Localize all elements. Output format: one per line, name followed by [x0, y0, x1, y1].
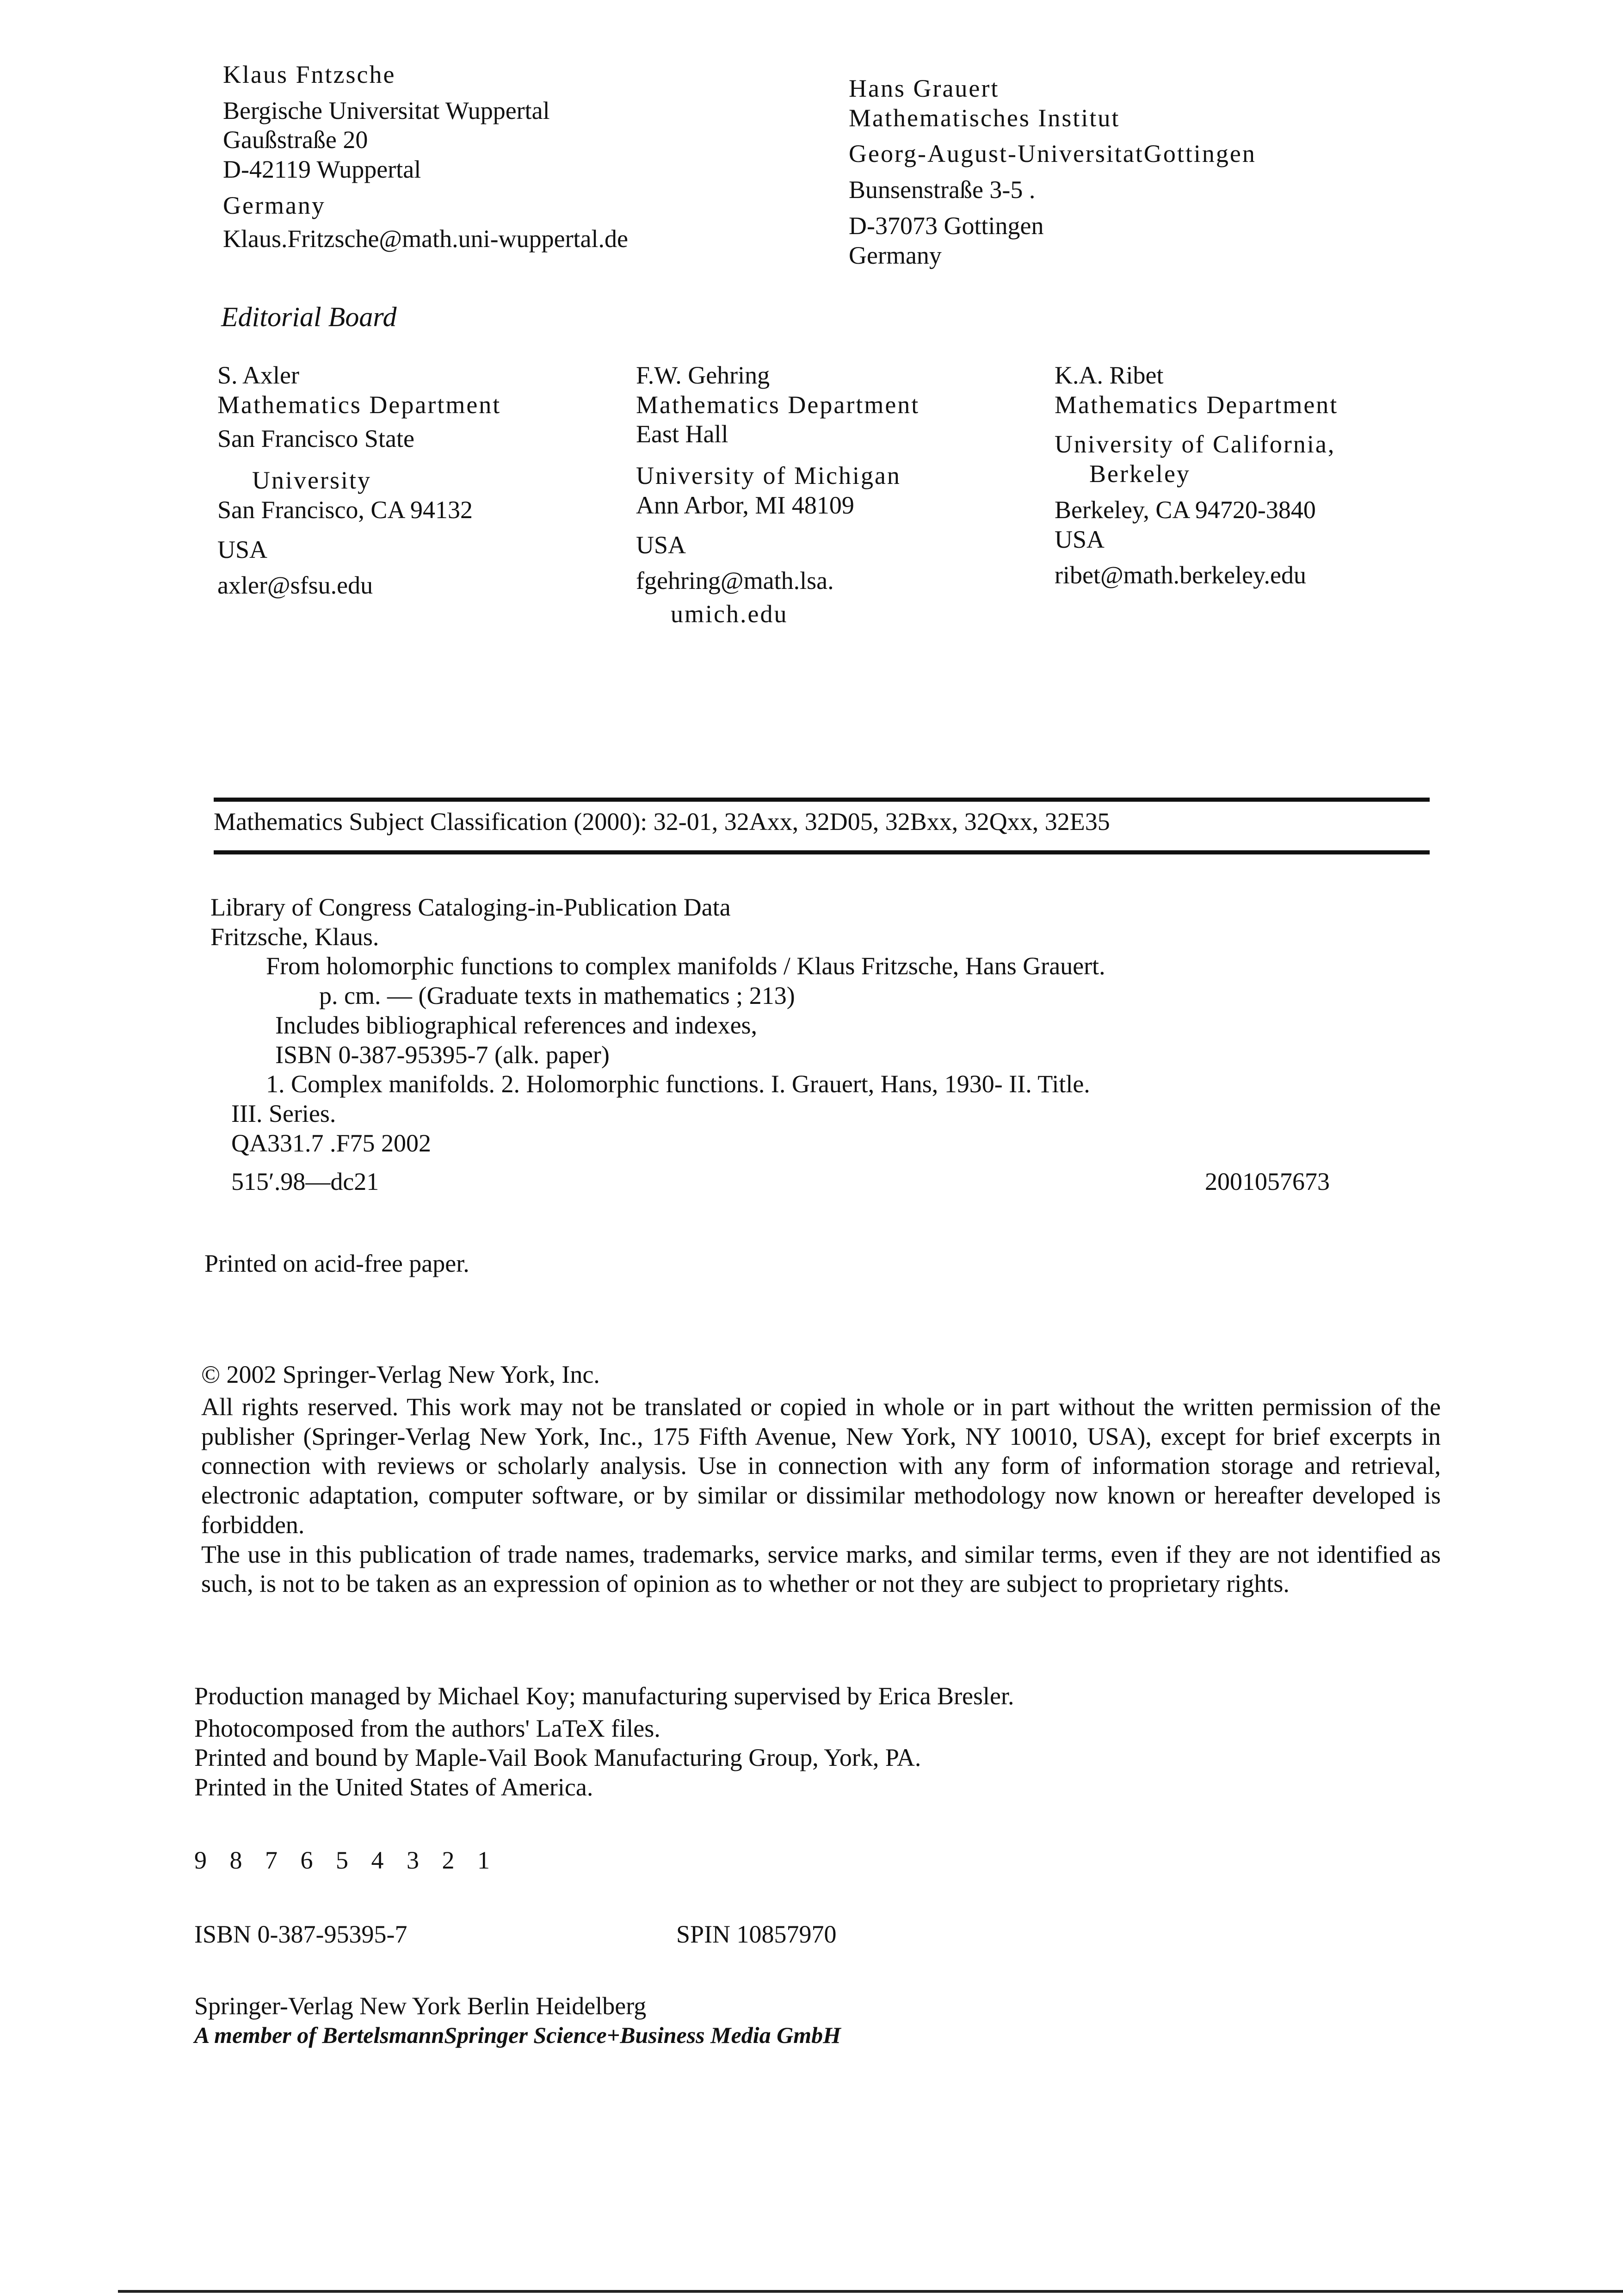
editorial-board-heading: Editorial Board — [221, 302, 397, 332]
author-country: Germany — [849, 241, 942, 269]
editor-gehring — [636, 361, 919, 629]
cip-call-number: QA331.7 .F75 2002 — [231, 1129, 432, 1157]
editor-country: USA — [636, 531, 686, 559]
author-email: Klaus.Fritzsche@math.uni-wuppertal.de — [223, 224, 628, 253]
rights-paragraph: All rights reserved. This work may not be translated or copied in whole or in part without the written permission of the publisher (Springer-Verlag New York, Inc., 175 Fifth Avenue, New York, NY 10010, USA), except for brief excerpts in connection with reviews or scholarly analysis. Use in connection with any form of information storage and retrieval, electronic adaptation, computer software, or by similar or dissimilar methodology now known or hereafter developed is forbidden. — [201, 1393, 1441, 1539]
acid-free-note: Printed on acid-free paper. — [204, 1250, 469, 1277]
cip-isbn: ISBN 0-387-95395-7 (alk. paper) — [275, 1040, 610, 1069]
printer: Printed and bound by Maple-Vail Book Manufacturing Group, York, PA. — [194, 1744, 921, 1772]
cip-classification-row — [210, 1167, 1330, 1197]
editor-institution-cont: University — [252, 466, 371, 495]
editor-department: Mathematics Department — [1055, 390, 1339, 419]
editor-name: S. Axler — [217, 361, 300, 389]
editor-city: Ann Arbor, MI 48109 — [636, 491, 854, 519]
cip-series: III. Series. — [231, 1100, 336, 1128]
cip-author: Fritzsche, Klaus. — [210, 922, 379, 951]
copyright-line: © 2002 Springer-Verlag New York, Inc. — [201, 1361, 600, 1388]
author-city: D-42119 Wuppertal — [223, 155, 421, 184]
printing-number: 9 8 7 6 5 4 3 2 1 — [194, 1846, 498, 1874]
editor-email-cont: umich.edu — [671, 600, 788, 628]
editor-institution: University of Michigan — [636, 462, 901, 490]
author-university: Georg-August-UniversitatGottingen — [849, 140, 1256, 168]
author-name: Klaus Fntzsche — [223, 61, 396, 88]
printed-in: Printed in the United States of America. — [194, 1773, 593, 1801]
trademark-paragraph: The use in this publication of trade names, trademarks, service marks, and similar terms, even if they are not identified as such, is not to be taken as an expression of opinion as to whether or not they are subject to proprietary rights. — [201, 1540, 1441, 1598]
cip-lccn: 2001057673 — [1205, 1168, 1330, 1196]
author-street: Gaußstraße 20 — [223, 126, 368, 154]
cip-heading: Library of Congress Cataloging-in-Publication Data — [210, 893, 731, 921]
publisher-member: A member of BertelsmannSpringer Science+Business Media GmbH — [194, 2022, 841, 2048]
author-address-fritzsche — [223, 60, 628, 254]
editor-name: K.A. Ribet — [1055, 361, 1164, 389]
cip-subjects: 1. Complex manifolds. 2. Holomorphic functions. I. Grauert, Hans, 1930- II. Title. — [266, 1070, 1090, 1098]
editor-email: fgehring@math.lsa. — [636, 567, 834, 595]
copyright-text — [201, 1392, 1441, 1599]
production-notes — [194, 1682, 1014, 1802]
cip-dewey: 515′.98—dc21 — [231, 1168, 379, 1196]
isbn: ISBN 0-387-95395-7 — [194, 1920, 407, 1948]
publisher-cities: Springer-Verlag New York Berlin Heidelberg — [194, 1992, 647, 2020]
editor-country: USA — [1055, 525, 1105, 553]
author-affiliation: Bergische Universitat Wuppertal — [223, 96, 550, 124]
production-manager: Production managed by Michael Koy; manufacturing supervised by Erica Bresler. — [194, 1682, 1014, 1710]
author-affiliation: Mathematisches Institut — [849, 104, 1120, 132]
author-address-grauert — [849, 74, 1256, 270]
subject-classification: Mathematics Subject Classification (2000): 32-01, 32Axx, 32D05, 32Bxx, 32Qxx, 32E35 — [214, 808, 1110, 835]
editor-city: Berkeley, CA 94720-3840 — [1055, 495, 1316, 524]
editor-axler — [217, 361, 501, 600]
bottom-rule — [214, 850, 1430, 854]
editor-building: East Hall — [636, 420, 728, 448]
cip-collation: p. cm. — (Graduate texts in mathematics ; 213) — [319, 982, 795, 1010]
editor-email: axler@sfsu.edu — [217, 571, 373, 600]
editor-ribet — [1055, 361, 1338, 590]
editor-institution: San Francisco State — [217, 425, 414, 453]
spin: SPIN 10857970 — [676, 1920, 837, 1948]
page-bottom-rule — [118, 2290, 1623, 2293]
editor-institution-cont: Berkeley — [1089, 460, 1191, 488]
cip-data — [210, 893, 1330, 1197]
editor-institution: University of California, — [1055, 430, 1336, 458]
photocomposition: Photocomposed from the authors' LaTeX files. — [194, 1714, 660, 1742]
cip-notes: Includes bibliographical references and indexes, — [275, 1011, 758, 1039]
editor-city: San Francisco, CA 94132 — [217, 495, 473, 524]
author-name: Hans Grauert — [849, 74, 1000, 102]
editor-department: Mathematics Department — [636, 390, 920, 419]
editor-country: USA — [217, 535, 268, 563]
author-country: Germany — [223, 191, 326, 219]
cip-title: From holomorphic functions to complex manifolds / Klaus Fritzsche, Hans Grauert. — [266, 952, 1105, 980]
top-rule — [214, 798, 1430, 802]
author-city: D-37073 Gottingen — [849, 211, 1044, 240]
author-street: Bunsenstraße 3-5 . — [849, 176, 1036, 204]
editor-name: F.W. Gehring — [636, 361, 770, 389]
editor-email: ribet@math.berkeley.edu — [1055, 561, 1307, 589]
editor-department: Mathematics Department — [217, 390, 501, 419]
